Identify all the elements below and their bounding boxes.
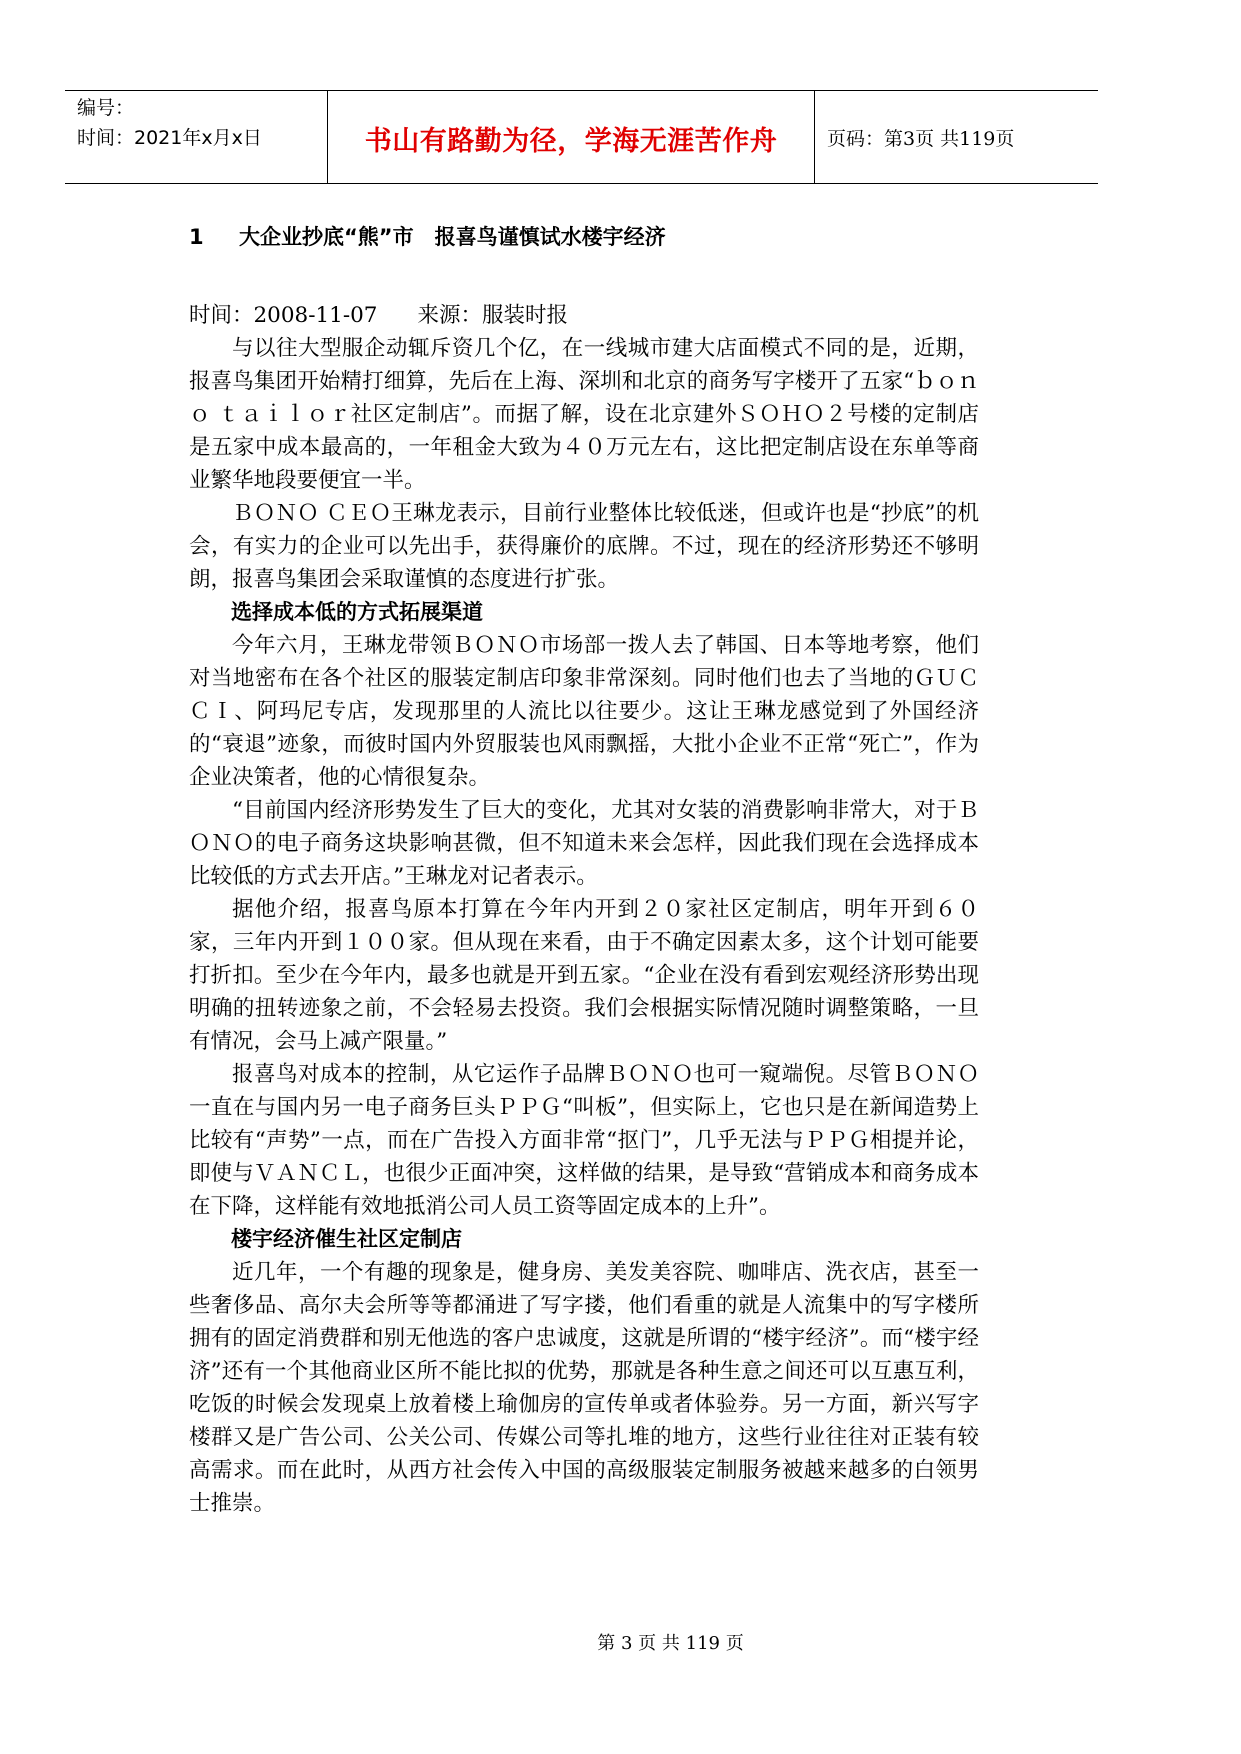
paragraph: 报喜鸟对成本的控制，从它运作子品牌ＢＯＮＯ也可一窥端倪。尽管ＢＯＮＯ一直在与国内另一电子商务巨头ＰＰＧ“叫板”，但实际上，它也只是在新闻造势上比较有“声势”一点，而在广告投入方面非常“抠门”，几乎无法与ＰＰＧ相提并论，即使与ＶＡＮＣＬ，也很少正面冲突，这样做的结果，是导致“营销成本和商务成本在下降，这样能有效地抵消公司人员工资等固定成本的上升”。 <box>189 1062 979 1219</box>
time-label: 时间：2021年x月x日 <box>77 127 262 149</box>
paragraph: 与以往大型服企动辄斥资几个亿，在一线城市建大店面模式不同的是，近期，报喜鸟集团开始精打细算，先后在上海、深圳和北京的商务写字楼开了五家“ｂｏｎｏ ｔａｉｌｏｒ社区定制店”。而据了解，设在北京建外ＳＯＨＯ２号楼的定制店是五家中成本最高的，一年租金大致为４０万元左右，这比把定制店设在东单等商业繁华地段要便宜一半。 <box>189 336 979 493</box>
article-source: 来源：服装时报 <box>417 303 568 328</box>
section-heading: 楼宇经济催生社区定制店 <box>231 1227 462 1251</box>
paragraph: 近几年，一个有趣的现象是，健身房、美发美容院、咖啡店、洗衣店，甚至一些奢侈品、高尔夫会所等等都涌进了写字搂，他们看重的就是人流集中的写字楼所拥有的固定消费群和别无他选的客户忠诚度，这就是所谓的“楼宇经济”。而“楼宇经济”还有一个其他商业区所不能比拟的优势，那就是各种生意之间还可以互惠互利，吃饭的时候会发现桌上放着楼上瑜伽房的宣传单或者体验券。另一方面，新兴写字楼群又是广告公司、公关公司、传媒公司等扎堆的地方，这些行业往往对正装有较高需求。而在此时，从西方社会传入中国的高级服装定制服务被越来越多的白领男士推崇。 <box>189 1260 979 1516</box>
section-heading: 选择成本低的方式拓展渠道 <box>231 600 483 624</box>
paragraph: 据他介绍，报喜鸟原本打算在今年内开到２０家社区定制店，明年开到６０家，三年内开到１００家。但从现在来看，由于不确定因素太多，这个计划可能要打折扣。至少在今年内，最多也就是开到五家。“企业在没有看到宏观经济形势出现明确的扭转迹象之前，不会轻易去投资。我们会根据实际情况随时调整策略，一旦有情况，会马上减产限量。” <box>189 897 979 1054</box>
header-page-label: 页码：第3页 共119页 <box>827 128 1015 150</box>
page-header <box>65 90 1098 184</box>
header-meta-cell <box>65 91 328 183</box>
article-title <box>189 222 979 252</box>
article-body <box>189 222 979 1520</box>
paragraph: ＢＯＮＯ ＣＥＯ王琳龙表示，目前行业整体比较低迷，但或许也是“抄底”的机会，有实力的企业可以先出手，获得廉价的底牌。不过，现在的经济形势还不够明朗，报喜鸟集团会采取谨慎的态度进行扩张。 <box>189 501 979 592</box>
article-number: 1 <box>189 225 204 249</box>
article-title-text: 大企业抄底“熊”市 报喜鸟谨慎试水楼宇经济 <box>239 225 666 249</box>
serial-label: 编号： <box>77 97 135 119</box>
paragraph: 今年六月，王琳龙带领ＢＯＮＯ市场部一拨人去了韩国、日本等地考察，他们对当地密布在各个社区的服装定制店印象非常深刻。同时他们也去了当地的ＧＵＣＣＩ、阿玛尼专店，发现那里的人流比以往要少。这让王琳龙感觉到了外国经济的“衰退”迹象，而彼时国内外贸服装也风雨飘摇，大批小企业不正常“死亡”，作为企业决策者，他的心情很复杂。 <box>189 633 979 790</box>
page-footer: 第 3 页 共 119 页 <box>597 1633 744 1654</box>
article-time: 时间：2008-11-07 <box>189 303 378 328</box>
paragraph: “目前国内经济形势发生了巨大的变化，尤其对女装的消费影响非常大，对于ＢＯＮＯ的电子商务这块影响甚微，但不知道未来会怎样，因此我们现在会选择成本比较低的方式去开店。”王琳龙对记者表示。 <box>189 798 979 889</box>
header-motto: 书山有路勤为径，学海无涯苦作舟 <box>328 91 815 183</box>
article-meta <box>189 299 979 332</box>
